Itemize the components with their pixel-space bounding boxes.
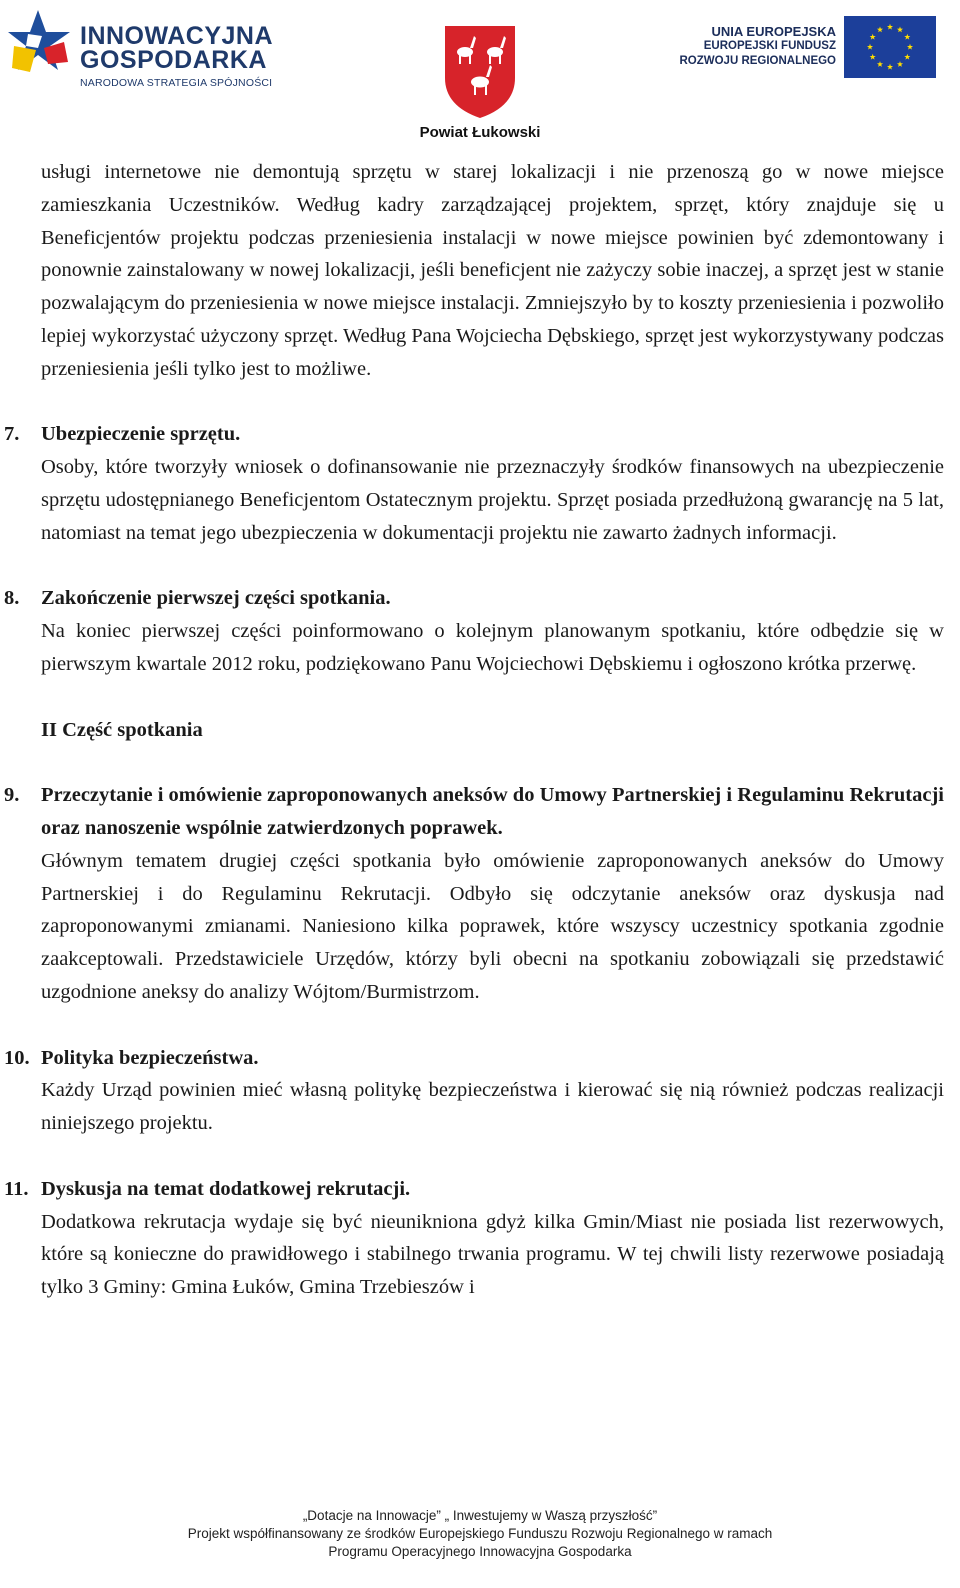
section-number: 10. [4, 1046, 30, 1069]
ig-logo-line2: GOSPODARKA [80, 46, 267, 74]
section-number: 9. [4, 784, 20, 807]
footer-line3: Programu Operacyjnego Innowacyjna Gospodarka [328, 1544, 632, 1559]
eu-logo-line3: ROZWOJU REGIONALNEGO [679, 55, 836, 67]
page-header [0, 0, 960, 145]
part-2-heading: II Część spotkania [41, 718, 203, 741]
eu-logo-line1: UNIA EUROPEJSKA [711, 24, 836, 39]
section-10-heading [4, 1042, 944, 1075]
section-11-heading [4, 1173, 944, 1206]
section-7-text: Osoby, które tworzyły wniosek o dofinansowanie nie przeznaczyły środków finansowych na ubezpieczenie sprzętu udostępnianego Beneficjentom Ostatecznym projektu. Sprzęt posiada przedłużoną gwarancję na 5 lat, natomiast na temat jego ubezpieczenia w dokumentacji projektu nie zawarto żadnych informacji. [41, 456, 944, 544]
section-7-heading [4, 418, 944, 451]
footer-line2: Projekt współfinansowany ze środków Europejskiego Funduszu Rozwoju Regionalnego w ramach [187, 1526, 773, 1541]
eu-logo [676, 14, 948, 84]
page-footer [0, 1507, 960, 1561]
section-number: 11. [4, 1177, 29, 1200]
innowacyjna-gospodarka-logo [8, 6, 274, 89]
section-number: 7. [4, 423, 20, 446]
section-9-text: Głównym tematem drugiej części spotkania było omówienie zaproponowanych aneksów do Umowy Partnerskiej i do Regulaminu Rekrutacji. Odbyło się odczytanie aneksów oraz dyskusja nad zaproponowanymi zmianami. Naniesiono kilka poprawek, które wszyscy uczestnicy spotkania zgodnie zaakceptowali. Przedstawiciele Urzędów, którzy byli obecni na spotkaniu zobowiązali się przedstawić uzgodnione aneksy do analizy Wójtom/Burmistrzom. [41, 849, 944, 1003]
section-8-text: Na koniec pierwszej części poinformowano o kolejnym planowanym spotkaniu, które odbędzie się w pierwszym kwartale 2012 roku, podziękowano Panu Wojciechowi Dębskiemu i ogłoszono krótka przerwę. [41, 620, 944, 675]
section-9-heading [4, 779, 944, 845]
eu-flag-icon [844, 16, 936, 78]
powiat-lukowski-logo [410, 20, 550, 145]
section-11-text: Dodatkowa rekrutacja wydaje się być nieunikniona gdyż kilka Gmin/Miast nie posiada list rezerwowych, które są konieczne do prawidłowego i stabilnego trwania programu. W tej chwili listy rezerwowe posiadają tylko 3 Gminy: Gmina Łuków, Gmina Trzebieszów i [41, 1210, 944, 1299]
section-title: Przeczytanie i omówienie zaproponowanych aneksów do Umowy Partnerskiej i Regulaminu Rekrutacji oraz nanoszenie wspólnie zatwierdzonych poprawek. [41, 784, 944, 839]
star-emblem-icon [8, 6, 74, 86]
intro-paragraph: usługi internetowe nie demontują sprzętu w starej lokalizacji i nie przenoszą go w nowe miejsce zamieszkania Uczestników. Według kadry zarządzającej projektem, sprzęt, który znajduje się u Beneficjentów projektu podczas przeniesienia instalacji w nowe miejsce powinien być zdemontowany i ponownie zainstalowany w nowej lokalizacji, jeśli beneficjent nie zażyczy sobie inaczej, a sprzęt jest w stanie pozwalającym do przeniesienia w nowe miejsce instalacji. Zmniejszyło by to koszty przeniesienia i pozwoliło lepiej wykorzystać użyczony sprzęt. Według Pana Wojciecha Dębskiego, sprzęt jest wykorzystywany podczas przeniesienia jeśli tylko jest to możliwe. [41, 161, 944, 380]
section-number: 8. [4, 587, 20, 610]
section-title: Dyskusja na temat dodatkowej rekrutacji. [41, 1177, 411, 1200]
eu-logo-line2: EUROPEJSKI FUNDUSZ [703, 40, 836, 52]
powiat-label: Powiat Łukowski [419, 124, 541, 141]
footer-line1: „Dotacje na Innowacje” „ Inwestujemy w Waszą przyszłość” [302, 1508, 658, 1523]
ig-logo-line1: INNOWACYJNA [80, 22, 274, 50]
document-body [4, 156, 944, 1304]
section-8-heading [4, 582, 944, 615]
ig-logo-line3: NARODOWA STRATEGIA SPÓJNOŚCI [80, 77, 273, 89]
section-title: Zakończenie pierwszej części spotkania. [41, 587, 391, 610]
section-title: Polityka bezpieczeństwa. [41, 1046, 259, 1069]
section-title: Ubezpieczenie sprzętu. [41, 423, 241, 446]
coat-of-arms-icon [410, 20, 550, 120]
section-10-text: Każdy Urząd powinien mieć własną politykę bezpieczeństwa i kierować się nią również podczas realizacji niniejszego projektu. [41, 1079, 944, 1135]
